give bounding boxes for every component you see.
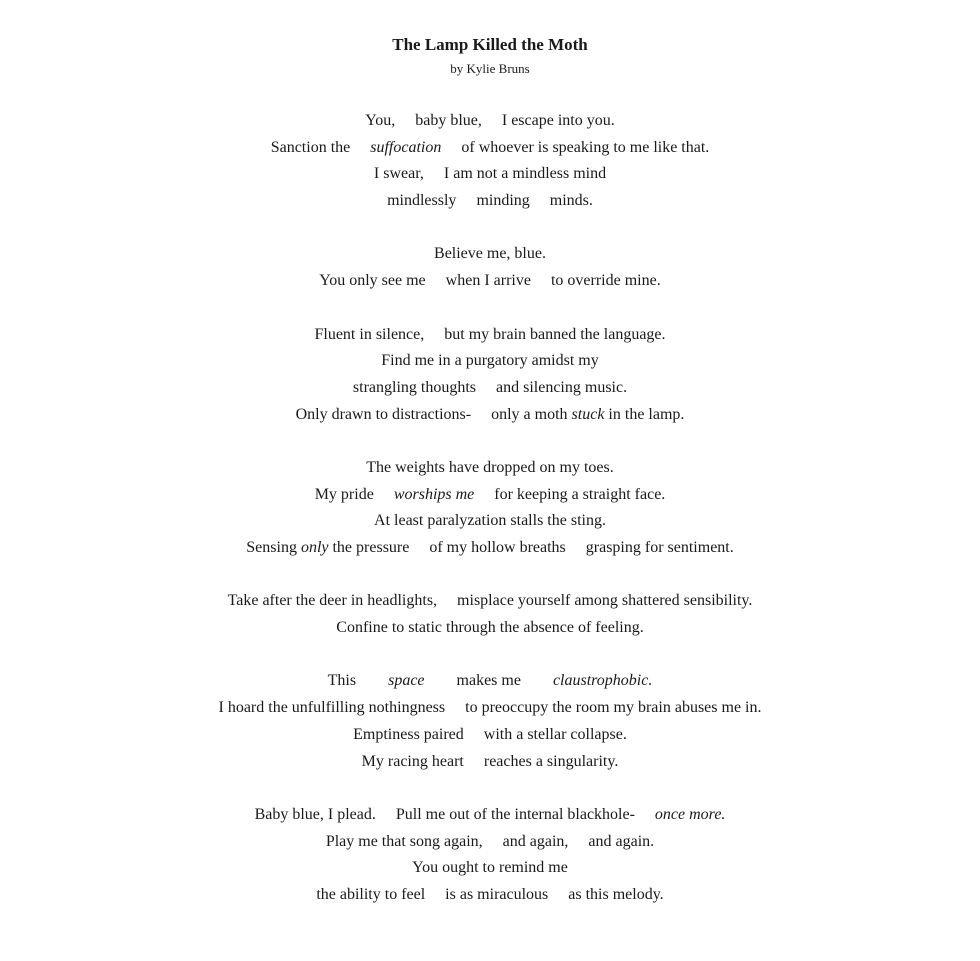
poem-line: strangling thoughts and silencing music.	[352, 378, 628, 396]
stanza-6	[0, 668, 980, 775]
stanza-2	[0, 241, 980, 294]
poem-title: The Lamp Killed the Moth	[392, 35, 588, 54]
poem-line: Fluent in silence, but my brain banned the language.	[314, 325, 666, 343]
poem-line: You ought to remind me	[412, 859, 568, 877]
poem-line: Only drawn to distractions- only a moth stuck in the lamp.	[295, 405, 685, 423]
poem-line: Believe me, blue.	[434, 245, 546, 263]
poem-line: Take after the deer in headlights, misplace yourself among shattered sensibility.	[227, 592, 753, 610]
poem-line: Sensing only the pressure of my hollow breaths grasping for sentiment.	[246, 539, 734, 556]
poem-line: The weights have dropped on my toes.	[366, 458, 614, 476]
poem-line: I hoard the unfulfilling nothingness to preoccupy the room my brain abuses me in.	[218, 699, 762, 717]
poem-line: My racing heart reaches a singularity.	[361, 752, 619, 770]
poem-line: You only see me when I arrive to override mine.	[319, 272, 661, 290]
poem-line: This space makes me claustrophobic.	[327, 672, 653, 690]
poem-line: You, baby blue, I escape into you.	[365, 112, 615, 129]
stanza-1	[0, 108, 980, 215]
poem-line: Emptiness paired with a stellar collapse.	[353, 725, 627, 743]
poem-line: Find me in a purgatory amidst my	[381, 352, 599, 370]
poem-body	[0, 108, 980, 935]
stanza-5	[0, 588, 980, 641]
poem-line: the ability to feel is as miraculous as this melody.	[316, 885, 664, 903]
poem-line: I swear, I am not a mindless mind	[373, 165, 607, 183]
poem-line: At least paralyzation stalls the sting.	[374, 512, 606, 530]
stanza-4	[0, 455, 980, 562]
poem-line: Play me that song again, and again, and again.	[325, 832, 655, 850]
poem-line: My pride worships me for keeping a straight face.	[314, 485, 666, 503]
poem-line: mindlessly minding minds.	[387, 192, 593, 210]
stanza-7	[0, 802, 980, 909]
stanza-3	[0, 322, 980, 429]
poem-line: Sanction the suffocation of whoever is speaking to me like that.	[270, 138, 710, 156]
poem-line: Baby blue, I plead. Pull me out of the internal blackhole- once more.	[254, 805, 726, 823]
poem-byline: by Kylie Bruns	[450, 61, 530, 76]
poem-line: Confine to static through the absence of feeling.	[336, 619, 644, 637]
